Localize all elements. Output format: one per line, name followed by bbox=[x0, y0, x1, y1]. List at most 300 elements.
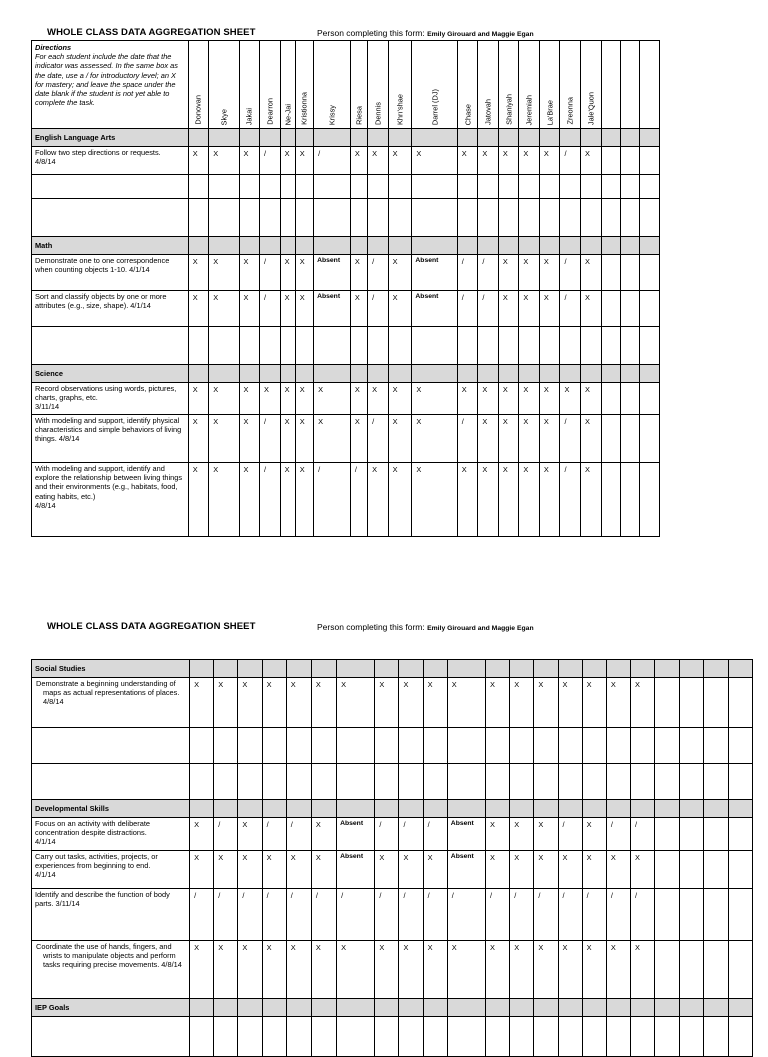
section-fill-cell bbox=[190, 660, 214, 678]
section-fill-cell bbox=[486, 660, 510, 678]
student-name: Kristionna bbox=[299, 92, 309, 125]
empty-mark-cell bbox=[655, 678, 680, 728]
empty-mark-cell bbox=[655, 818, 680, 851]
empty-mark-cell bbox=[640, 199, 660, 237]
empty-mark-cell bbox=[558, 764, 582, 800]
directions-text: For each student include the date that the indicator was assessed. In the same box as the date, use a / for introductory level; an X for mastery; and leave the space under the date blank if the student is not yet able to complete the task. bbox=[35, 52, 178, 108]
section-fill-cell bbox=[580, 365, 601, 383]
mark-cell: X bbox=[510, 818, 534, 851]
section-fill-cell bbox=[560, 129, 581, 147]
mark-cell: / bbox=[606, 818, 630, 851]
empty-mark-cell bbox=[539, 327, 560, 365]
indicator-row bbox=[32, 818, 753, 851]
mark-cell: / bbox=[238, 889, 262, 941]
section-fill-cell bbox=[262, 800, 286, 818]
section-fill-cell bbox=[295, 129, 313, 147]
empty-mark-cell bbox=[311, 764, 336, 800]
empty-mark-cell bbox=[640, 255, 660, 291]
mark-cell: X bbox=[262, 678, 286, 728]
empty-mark-cell bbox=[606, 764, 630, 800]
mark-cell: X bbox=[519, 147, 540, 175]
mark-cell: X bbox=[314, 415, 351, 463]
section-fill-cell bbox=[457, 237, 478, 255]
mark-cell: / bbox=[606, 889, 630, 941]
empty-mark-cell bbox=[280, 199, 295, 237]
sheet2-table bbox=[31, 659, 753, 1057]
section-fill-cell bbox=[728, 999, 752, 1017]
indicator-row bbox=[32, 941, 753, 999]
empty-mark-cell bbox=[350, 175, 367, 199]
student-name: Jeremiah bbox=[524, 94, 534, 125]
empty-mark-cell bbox=[280, 175, 295, 199]
mark-cell: X bbox=[209, 255, 239, 291]
mark-cell: / bbox=[262, 818, 286, 851]
section-fill-cell bbox=[498, 237, 519, 255]
empty-mark-cell bbox=[311, 728, 336, 764]
mark-cell: X bbox=[286, 851, 311, 889]
mark-cell: X bbox=[510, 941, 534, 999]
section-title: Math bbox=[32, 237, 189, 255]
mark-cell: X bbox=[486, 678, 510, 728]
student-name: Riesa bbox=[354, 106, 364, 125]
section-fill-cell bbox=[188, 129, 209, 147]
empty-mark-cell bbox=[368, 199, 389, 237]
mark-cell: / bbox=[560, 415, 581, 463]
student-name-cell bbox=[314, 41, 351, 129]
empty-mark-cell bbox=[558, 1017, 582, 1057]
empty-mark-cell bbox=[423, 764, 447, 800]
empty-mark-cell bbox=[262, 1017, 286, 1057]
mark-cell: X bbox=[630, 851, 654, 889]
blank-row bbox=[32, 764, 753, 800]
section-fill-cell bbox=[630, 660, 654, 678]
section-fill-cell bbox=[412, 237, 457, 255]
mark-cell: X bbox=[447, 941, 485, 999]
mark-cell: X bbox=[311, 818, 336, 851]
mark-cell: / bbox=[510, 889, 534, 941]
section-fill-cell bbox=[423, 660, 447, 678]
section-fill-cell bbox=[399, 660, 423, 678]
student-name-cell bbox=[519, 41, 540, 129]
sheet2-person-label: Person completing this form: bbox=[317, 622, 425, 632]
mark-cell: Absent bbox=[412, 255, 457, 291]
indicator-cell bbox=[32, 1017, 190, 1057]
indicator-cell: Identify and describe the function of body parts. 3/11/14 bbox=[32, 889, 190, 941]
mark-cell: X bbox=[606, 851, 630, 889]
empty-mark-cell bbox=[190, 764, 214, 800]
mark-cell: X bbox=[188, 463, 209, 537]
empty-mark-cell bbox=[447, 728, 485, 764]
empty-mark-cell bbox=[262, 764, 286, 800]
mark-cell: Absent bbox=[337, 818, 375, 851]
mark-cell: X bbox=[239, 291, 260, 327]
empty-mark-cell bbox=[601, 255, 620, 291]
section-fill-cell bbox=[262, 999, 286, 1017]
sheet2-person-line bbox=[317, 622, 534, 632]
empty-mark-cell bbox=[640, 147, 660, 175]
section-fill-cell bbox=[519, 129, 540, 147]
mark-cell: Absent bbox=[314, 291, 351, 327]
mark-cell: / bbox=[368, 255, 389, 291]
mark-cell: / bbox=[368, 415, 389, 463]
mark-cell: X bbox=[214, 851, 238, 889]
mark-cell: / bbox=[375, 889, 399, 941]
empty-mark-cell bbox=[519, 175, 540, 199]
student-name-cell bbox=[498, 41, 519, 129]
mark-cell: X bbox=[388, 147, 412, 175]
empty-mark-cell bbox=[640, 175, 660, 199]
section-fill-cell bbox=[388, 129, 412, 147]
section-fill-cell bbox=[388, 365, 412, 383]
student-name: Zreonna bbox=[565, 97, 575, 125]
mark-cell: X bbox=[478, 415, 499, 463]
section-title: Social Studies bbox=[32, 660, 190, 678]
student-name: Ne-Jai bbox=[283, 103, 293, 125]
section-fill-cell bbox=[558, 999, 582, 1017]
section-fill-cell bbox=[214, 800, 238, 818]
section-fill-cell bbox=[314, 237, 351, 255]
mark-cell: X bbox=[582, 678, 606, 728]
section-fill-cell bbox=[447, 800, 485, 818]
mark-cell: X bbox=[190, 941, 214, 999]
empty-mark-cell bbox=[350, 199, 367, 237]
section-fill-cell bbox=[582, 800, 606, 818]
section-fill-cell bbox=[486, 999, 510, 1017]
blank-row bbox=[32, 327, 660, 365]
section-fill-cell bbox=[375, 660, 399, 678]
empty-mark-cell bbox=[388, 199, 412, 237]
section-fill-cell bbox=[534, 999, 558, 1017]
mark-cell: / bbox=[560, 255, 581, 291]
empty-mark-cell bbox=[601, 383, 620, 415]
indicator-cell bbox=[32, 728, 190, 764]
empty-mark-cell bbox=[620, 147, 639, 175]
empty-mark-cell bbox=[375, 728, 399, 764]
student-name-cell bbox=[580, 41, 601, 129]
section-header-row bbox=[32, 237, 660, 255]
indicator-row bbox=[32, 291, 660, 327]
empty-mark-cell bbox=[580, 199, 601, 237]
section-fill-cell bbox=[630, 999, 654, 1017]
empty-mark-cell bbox=[704, 728, 728, 764]
mark-cell: / bbox=[560, 463, 581, 537]
section-header-row bbox=[32, 365, 660, 383]
section-fill-cell bbox=[728, 800, 752, 818]
mark-cell: X bbox=[311, 678, 336, 728]
section-fill-cell bbox=[337, 800, 375, 818]
mark-cell: X bbox=[350, 255, 367, 291]
indicator-row bbox=[32, 383, 660, 415]
empty-mark-cell bbox=[680, 1017, 704, 1057]
empty-mark-cell bbox=[582, 764, 606, 800]
empty-mark-cell bbox=[188, 327, 209, 365]
mark-cell: Absent bbox=[314, 255, 351, 291]
mark-cell: / bbox=[286, 818, 311, 851]
empty-header-cell bbox=[601, 41, 620, 129]
section-fill-cell bbox=[640, 365, 660, 383]
empty-mark-cell bbox=[486, 764, 510, 800]
empty-mark-cell bbox=[640, 463, 660, 537]
empty-mark-cell bbox=[560, 327, 581, 365]
section-fill-cell bbox=[239, 237, 260, 255]
empty-mark-cell bbox=[601, 199, 620, 237]
section-fill-cell bbox=[510, 660, 534, 678]
section-fill-cell bbox=[498, 365, 519, 383]
section-fill-cell bbox=[280, 237, 295, 255]
empty-mark-cell bbox=[534, 764, 558, 800]
mark-cell: / bbox=[399, 889, 423, 941]
empty-mark-cell bbox=[704, 941, 728, 999]
empty-mark-cell bbox=[214, 764, 238, 800]
student-name: Jakai bbox=[244, 107, 254, 125]
section-fill-cell bbox=[286, 999, 311, 1017]
section-fill-cell bbox=[190, 999, 214, 1017]
section-fill-cell bbox=[209, 129, 239, 147]
section-fill-cell bbox=[680, 999, 704, 1017]
student-name-cell bbox=[412, 41, 457, 129]
mark-cell: X bbox=[580, 415, 601, 463]
mark-cell: X bbox=[519, 255, 540, 291]
mark-cell: X bbox=[295, 291, 313, 327]
section-fill-cell bbox=[423, 999, 447, 1017]
mark-cell: X bbox=[388, 415, 412, 463]
empty-mark-cell bbox=[728, 728, 752, 764]
indicator-cell: Demonstrate a beginning understanding of maps as actual representations of places. 4/8/14 bbox=[32, 678, 190, 728]
blank-row bbox=[32, 1017, 753, 1057]
student-name: Skye bbox=[219, 108, 229, 125]
empty-mark-cell bbox=[337, 1017, 375, 1057]
mark-cell: Absent bbox=[447, 818, 485, 851]
mark-cell: X bbox=[209, 463, 239, 537]
section-header-row bbox=[32, 999, 753, 1017]
mark-cell: X bbox=[560, 383, 581, 415]
empty-mark-cell bbox=[311, 1017, 336, 1057]
mark-cell: / bbox=[423, 818, 447, 851]
empty-mark-cell bbox=[209, 175, 239, 199]
empty-mark-cell bbox=[238, 1017, 262, 1057]
mark-cell: X bbox=[457, 383, 478, 415]
mark-cell: X bbox=[630, 941, 654, 999]
section-fill-cell bbox=[601, 237, 620, 255]
mark-cell: / bbox=[558, 889, 582, 941]
mark-cell: X bbox=[350, 383, 367, 415]
empty-mark-cell bbox=[375, 1017, 399, 1057]
empty-mark-cell bbox=[680, 764, 704, 800]
section-fill-cell bbox=[606, 660, 630, 678]
section-fill-cell bbox=[375, 800, 399, 818]
section-fill-cell bbox=[582, 999, 606, 1017]
empty-mark-cell bbox=[704, 764, 728, 800]
empty-mark-cell bbox=[239, 327, 260, 365]
mark-cell: / bbox=[260, 463, 281, 537]
section-fill-cell bbox=[295, 365, 313, 383]
mark-cell: / bbox=[560, 147, 581, 175]
student-name: Krissy bbox=[327, 104, 337, 125]
mark-cell: X bbox=[388, 383, 412, 415]
student-name-cell bbox=[368, 41, 389, 129]
mark-cell: X bbox=[582, 851, 606, 889]
student-name-cell bbox=[260, 41, 281, 129]
empty-mark-cell bbox=[314, 175, 351, 199]
empty-mark-cell bbox=[209, 327, 239, 365]
directions-title: Directions bbox=[35, 43, 72, 52]
section-header-row bbox=[32, 129, 660, 147]
mark-cell: X bbox=[239, 463, 260, 537]
section-fill-cell bbox=[423, 800, 447, 818]
mark-cell: X bbox=[311, 851, 336, 889]
section-fill-cell bbox=[399, 800, 423, 818]
section-fill-cell bbox=[640, 129, 660, 147]
indicator-cell: With modeling and support, identify physical characteristics and simple behaviors of living things. 4/8/14 bbox=[32, 415, 189, 463]
empty-mark-cell bbox=[728, 941, 752, 999]
empty-mark-cell bbox=[412, 175, 457, 199]
empty-header-cell bbox=[640, 41, 660, 129]
section-fill-cell bbox=[337, 660, 375, 678]
empty-mark-cell bbox=[388, 327, 412, 365]
mark-cell: X bbox=[214, 941, 238, 999]
mark-cell: X bbox=[375, 941, 399, 999]
indicator-row bbox=[32, 889, 753, 941]
empty-mark-cell bbox=[337, 728, 375, 764]
mark-cell: X bbox=[260, 383, 281, 415]
section-fill-cell bbox=[311, 660, 336, 678]
empty-mark-cell bbox=[680, 728, 704, 764]
mark-cell: X bbox=[519, 415, 540, 463]
mark-cell: X bbox=[498, 147, 519, 175]
mark-cell: X bbox=[188, 383, 209, 415]
mark-cell: X bbox=[262, 851, 286, 889]
section-fill-cell bbox=[620, 365, 639, 383]
indicator-cell: Record observations using words, pictures, charts, graphs, etc. 3/11/14 bbox=[32, 383, 189, 415]
mark-cell: X bbox=[337, 941, 375, 999]
student-name-cell bbox=[295, 41, 313, 129]
empty-mark-cell bbox=[728, 851, 752, 889]
empty-mark-cell bbox=[350, 327, 367, 365]
mark-cell: X bbox=[412, 147, 457, 175]
mark-cell: X bbox=[238, 818, 262, 851]
section-fill-cell bbox=[238, 800, 262, 818]
mark-cell: X bbox=[478, 463, 499, 537]
mark-cell: X bbox=[423, 941, 447, 999]
mark-cell: / bbox=[286, 889, 311, 941]
mark-cell: / bbox=[478, 291, 499, 327]
empty-mark-cell bbox=[680, 851, 704, 889]
mark-cell: X bbox=[295, 255, 313, 291]
mark-cell: X bbox=[238, 678, 262, 728]
section-fill-cell bbox=[539, 365, 560, 383]
student-name: Darrel (DJ) bbox=[430, 88, 440, 125]
empty-mark-cell bbox=[337, 764, 375, 800]
mark-cell: X bbox=[190, 678, 214, 728]
section-fill-cell bbox=[655, 999, 680, 1017]
student-name: Khrı'shae bbox=[395, 94, 405, 125]
section-fill-cell bbox=[457, 365, 478, 383]
section-fill-cell bbox=[238, 660, 262, 678]
empty-mark-cell bbox=[582, 1017, 606, 1057]
section-fill-cell bbox=[704, 660, 728, 678]
mark-cell: X bbox=[457, 147, 478, 175]
mark-cell: X bbox=[188, 291, 209, 327]
mark-cell: X bbox=[486, 941, 510, 999]
mark-cell: Absent bbox=[412, 291, 457, 327]
empty-mark-cell bbox=[620, 415, 639, 463]
empty-mark-cell bbox=[498, 199, 519, 237]
indicator-cell: Demonstrate one to one correspondence when counting objects 1-10. 4/1/14 bbox=[32, 255, 189, 291]
sheet2-title: WHOLE CLASS DATA AGGREGATION SHEET bbox=[47, 621, 256, 632]
empty-mark-cell bbox=[704, 1017, 728, 1057]
section-fill-cell bbox=[214, 999, 238, 1017]
empty-mark-cell bbox=[295, 175, 313, 199]
mark-cell: X bbox=[486, 818, 510, 851]
empty-mark-cell bbox=[412, 327, 457, 365]
mark-cell: X bbox=[498, 291, 519, 327]
section-fill-cell bbox=[350, 237, 367, 255]
empty-mark-cell bbox=[680, 678, 704, 728]
empty-mark-cell bbox=[601, 175, 620, 199]
empty-mark-cell bbox=[238, 764, 262, 800]
section-fill-cell bbox=[582, 660, 606, 678]
blank-row bbox=[32, 728, 753, 764]
mark-cell: X bbox=[190, 851, 214, 889]
student-name-cell bbox=[239, 41, 260, 129]
mark-cell: X bbox=[350, 147, 367, 175]
empty-mark-cell bbox=[238, 728, 262, 764]
mark-cell: X bbox=[457, 463, 478, 537]
mark-cell: / bbox=[311, 889, 336, 941]
mark-cell: X bbox=[238, 851, 262, 889]
section-fill-cell bbox=[190, 800, 214, 818]
empty-mark-cell bbox=[510, 728, 534, 764]
section-fill-cell bbox=[368, 365, 389, 383]
empty-mark-cell bbox=[399, 764, 423, 800]
mark-cell: X bbox=[280, 463, 295, 537]
empty-mark-cell bbox=[368, 327, 389, 365]
mark-cell: X bbox=[534, 851, 558, 889]
empty-mark-cell bbox=[728, 889, 752, 941]
empty-mark-cell bbox=[620, 327, 639, 365]
section-fill-cell bbox=[295, 237, 313, 255]
empty-mark-cell bbox=[478, 327, 499, 365]
mark-cell: X bbox=[280, 255, 295, 291]
empty-mark-cell bbox=[486, 1017, 510, 1057]
empty-mark-cell bbox=[601, 147, 620, 175]
section-fill-cell bbox=[478, 365, 499, 383]
empty-mark-cell bbox=[704, 889, 728, 941]
student-name-cell bbox=[188, 41, 209, 129]
empty-mark-cell bbox=[630, 1017, 654, 1057]
mark-cell: X bbox=[280, 147, 295, 175]
mark-cell: X bbox=[368, 463, 389, 537]
section-fill-cell bbox=[457, 129, 478, 147]
empty-mark-cell bbox=[655, 764, 680, 800]
mark-cell: X bbox=[311, 941, 336, 999]
student-name-cell bbox=[350, 41, 367, 129]
indicator-row bbox=[32, 147, 660, 175]
section-fill-cell bbox=[534, 660, 558, 678]
mark-cell: X bbox=[238, 941, 262, 999]
student-name: Jale'Quon bbox=[586, 91, 596, 125]
empty-mark-cell bbox=[539, 199, 560, 237]
empty-mark-cell bbox=[510, 764, 534, 800]
sheet1-person-label: Person completing this form: bbox=[317, 28, 425, 38]
empty-mark-cell bbox=[560, 199, 581, 237]
mark-cell: X bbox=[498, 463, 519, 537]
mark-cell: X bbox=[606, 941, 630, 999]
mark-cell: X bbox=[580, 147, 601, 175]
mark-cell: X bbox=[188, 147, 209, 175]
student-name: Dennis bbox=[373, 101, 383, 125]
empty-mark-cell bbox=[704, 678, 728, 728]
